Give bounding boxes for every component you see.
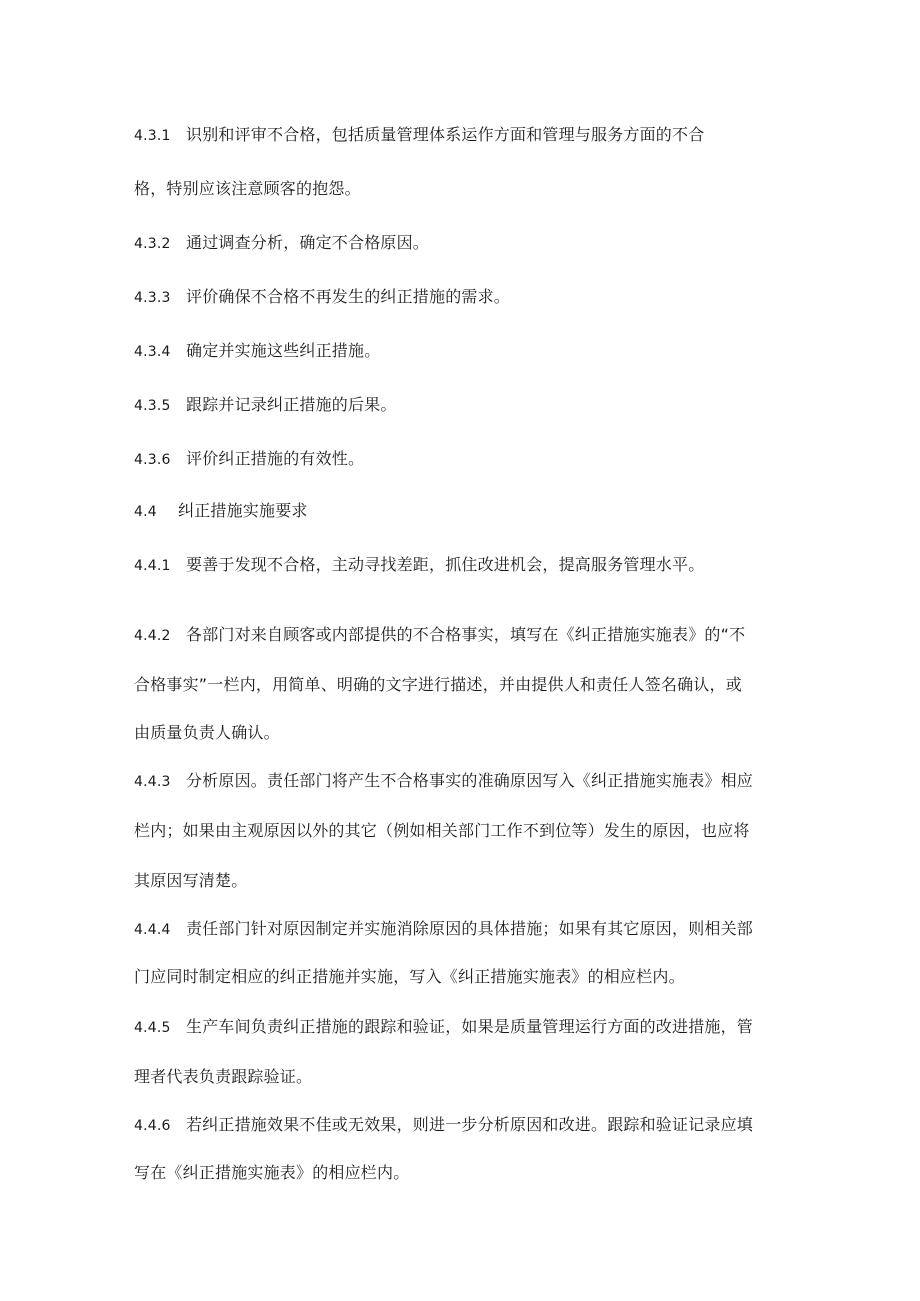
clause-4-4-5-cont [134, 1066, 794, 1088]
clause-4-4-5 [134, 1016, 794, 1039]
clause-number: 4.3.1 [134, 128, 171, 144]
section-title: 纠正措施实施要求 [178, 501, 308, 520]
clause-4-3-5 [134, 394, 794, 417]
clause-number: 4.3.6 [134, 452, 171, 468]
clause-text: 栏内；如果由主观原因以外的其它（例如相关部门工作不到位等）发生的原因，也应将 [134, 821, 750, 840]
clause-4-4-3-cont-1 [134, 820, 794, 842]
clause-4-3-4 [134, 340, 794, 363]
clause-text: 写在《纠正措施实施表》的相应栏内。 [134, 1163, 410, 1182]
clause-text: 跟踪并记录纠正措施的后果。 [186, 395, 397, 414]
clause-4-3-3 [134, 286, 794, 309]
clause-text: 生产车间负责纠正措施的跟踪和验证，如果是质量管理运行方面的改进措施，管 [186, 1017, 754, 1036]
clause-number: 4.3.3 [134, 290, 171, 306]
clause-4-3-2 [134, 232, 794, 255]
clause-text: 合格事实”一栏内，用简单、明确的文字进行描述，并由提供人和责任人签名确认，或 [134, 675, 742, 694]
clause-text: 其原因写清楚。 [134, 871, 248, 890]
clause-4-4-6-cont [134, 1162, 794, 1184]
clause-number: 4.3.2 [134, 236, 171, 252]
clause-4-4-6 [134, 1114, 794, 1137]
clause-text: 识别和评审不合格，包括质量管理体系运作方面和管理与服务方面的不合 [186, 125, 705, 144]
clause-text: 由质量负责人确认。 [134, 723, 280, 742]
clause-text: 评价纠正措施的有效性。 [186, 449, 365, 468]
clause-text: 若纠正措施效果不佳或无效果，则进一步分析原因和改进。跟踪和验证记录应填 [186, 1115, 754, 1134]
clause-4-4-4 [134, 918, 794, 941]
clause-text: 责任部门针对原因制定并实施消除原因的具体措施；如果有其它原因，则相关部 [186, 919, 754, 938]
clause-number: 4.3.5 [134, 398, 171, 414]
clause-4-4-4-cont [134, 966, 794, 988]
clause-4-3-1 [134, 124, 794, 147]
clause-number: 4.4.3 [134, 774, 171, 790]
clause-text: 分析原因。责任部门将产生不合格事实的准确原因写入《纠正措施实施表》相应 [186, 771, 754, 790]
clause-number: 4.4.5 [134, 1020, 171, 1036]
clause-4-4-3 [134, 770, 794, 793]
clause-text: 评价确保不合格不再发生的纠正措施的需求。 [186, 287, 511, 306]
clause-text: 门应同时制定相应的纠正措施并实施，写入《纠正措施实施表》的相应栏内。 [134, 967, 685, 986]
clause-number: 4.4.1 [134, 558, 171, 574]
clause-4-4-3-cont-2 [134, 870, 794, 892]
clause-text: 要善于发现不合格，主动寻找差距，抓住改进机会，提高服务管理水平。 [186, 555, 705, 574]
clause-4-3-6 [134, 448, 794, 471]
clause-text: 确定并实施这些纠正措施。 [186, 341, 381, 360]
clause-number: 4.4.2 [134, 628, 171, 644]
section-number: 4.4 [134, 504, 157, 520]
clause-4-4-2 [134, 624, 794, 647]
clause-4-4-1 [134, 554, 794, 577]
clause-text: 理者代表负责跟踪验证。 [134, 1067, 313, 1086]
clause-4-4-2-cont-2 [134, 722, 794, 744]
clause-number: 4.4.4 [134, 922, 171, 938]
clause-text: 通过调查分析，确定不合格原因。 [186, 233, 430, 252]
clause-text: 格，特别应该注意顾客的抱怨。 [134, 179, 361, 198]
clause-text: 各部门对来自顾客或内部提供的不合格事实，填写在《纠正措施实施表》的“不 [186, 625, 746, 644]
clause-number: 4.4.6 [134, 1118, 171, 1134]
clause-number: 4.3.4 [134, 344, 171, 360]
section-4-4-heading [134, 500, 794, 523]
clause-4-4-2-cont-1 [134, 674, 794, 696]
clause-4-3-1-cont [134, 178, 794, 200]
